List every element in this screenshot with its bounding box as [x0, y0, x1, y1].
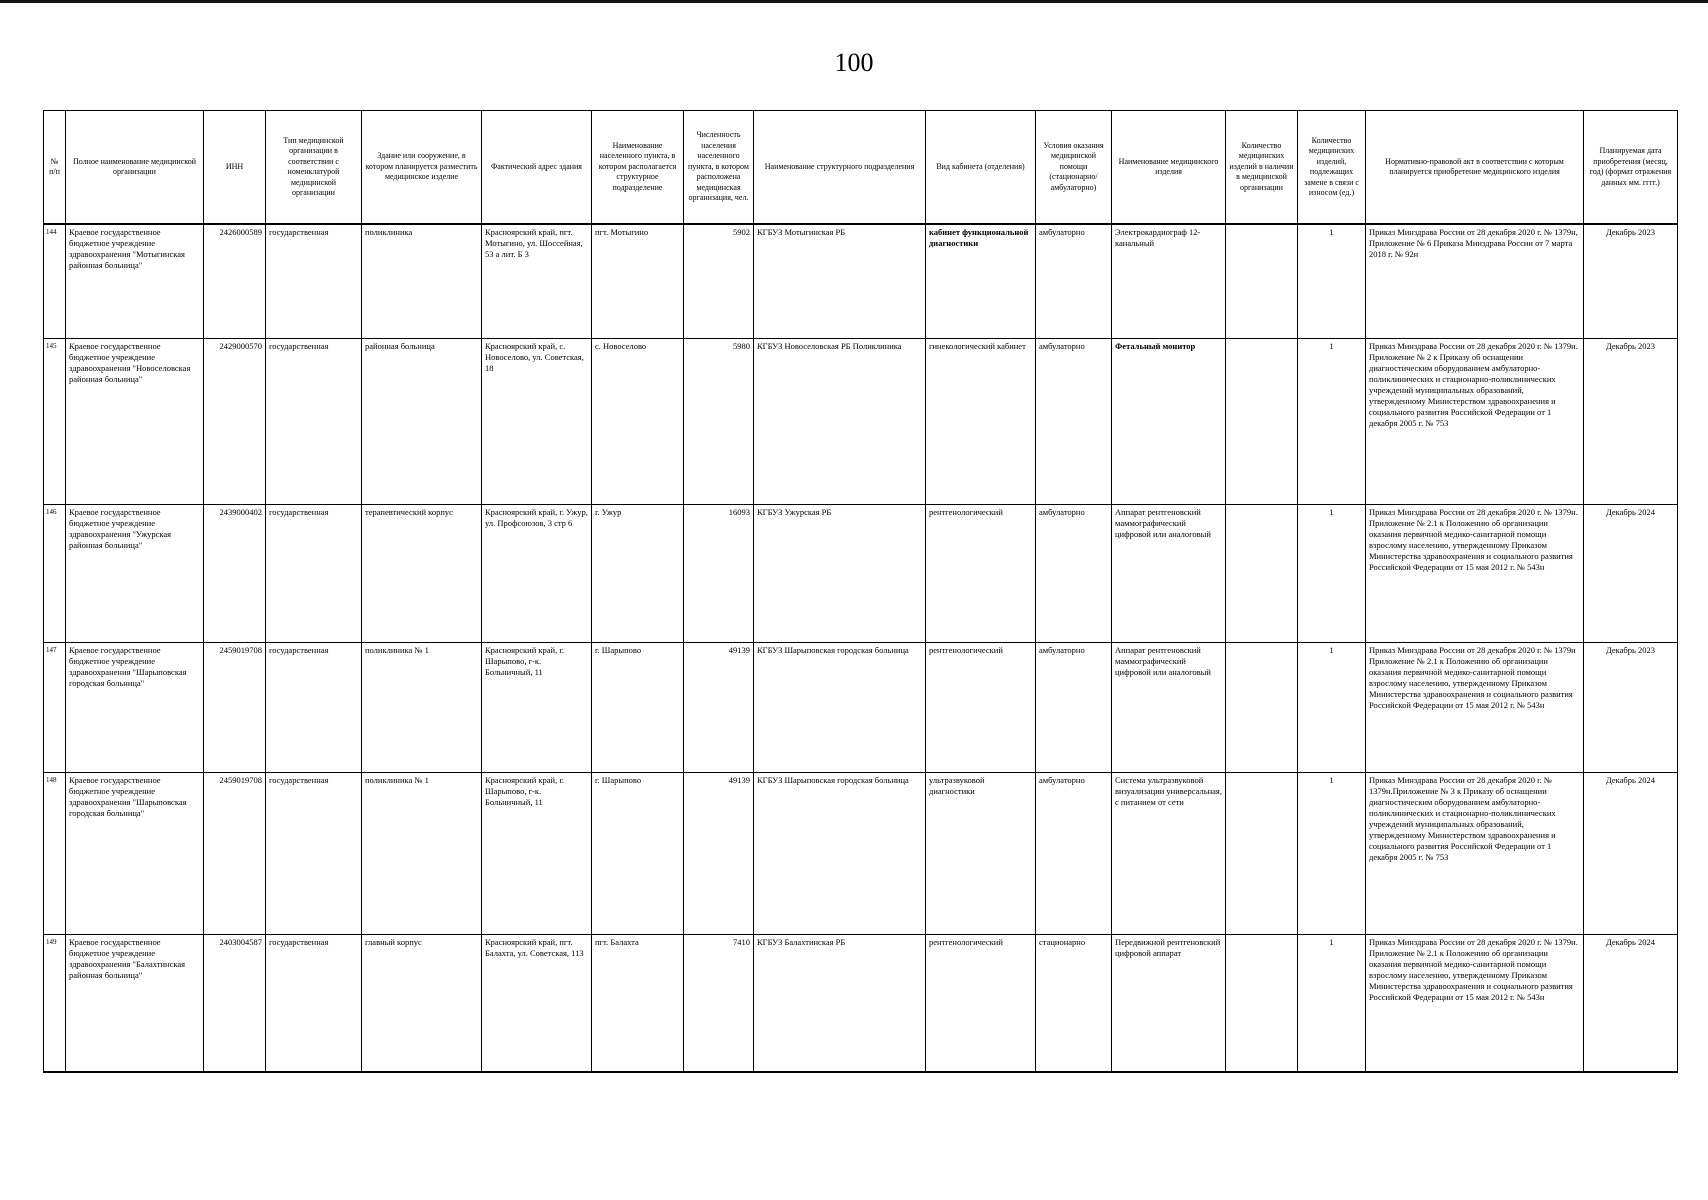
- available-count: [1226, 224, 1298, 338]
- conditions: амбулаторно: [1036, 772, 1112, 934]
- planned-date: Декабрь 2024: [1584, 934, 1678, 1072]
- legal-act: Приказ Минздрава России от 28 декабря 2020 г. № 1379н. Приложение № 2.1 к Положению об организации оказания первичной медико-санитарной помощи взрослому населению, утвержденному Приказом Министерства здравоохранения и социального развития Российской Федерации от 15 мая 2012 г. № 543н: [1366, 934, 1584, 1072]
- subdivision: КГБУЗ Ужурская РБ: [754, 504, 926, 642]
- table-row: [44, 934, 1678, 1072]
- address: Красноярский край, пгт. Мотыгино, ул. Шоссейная, 53 а лит. Б 3: [482, 224, 592, 338]
- device: Система ультразвуковой визуализации универсальная, с питанием от сети: [1112, 772, 1226, 934]
- locality: пгт. Мотыгино: [592, 224, 684, 338]
- legal-act: Приказ Минздрава России от 28 декабря 2020 г. № 1379н, Приложение № 6 Приказа Минздрава России от 7 марта 2018 г. № 92н: [1366, 224, 1584, 338]
- planned-date: Декабрь 2023: [1584, 224, 1678, 338]
- table-header-row: [44, 111, 1678, 225]
- cabinet: рентгенологический: [926, 934, 1036, 1072]
- legal-act: Приказ Минздрава России от 28 декабря 2020 г. № 1379н. Приложение № 2.1 к Положению об организации оказания первичной медико-санитарной помощи взрослому населению, утвержденному Приказом Министерства здравоохранения и социального развития Российской Федерации от 15 мая 2012 г. № 543н: [1366, 504, 1584, 642]
- org-type: государственная: [266, 504, 362, 642]
- org-type: государственная: [266, 338, 362, 504]
- planned-date: Декабрь 2024: [1584, 772, 1678, 934]
- device: Аппарат рентгеновский маммографический цифровой или аналоговый: [1112, 504, 1226, 642]
- org-type: государственная: [266, 934, 362, 1072]
- available-count: [1226, 504, 1298, 642]
- inn: 2426000589: [204, 224, 266, 338]
- locality: пгт. Балахта: [592, 934, 684, 1072]
- planned-date: Декабрь 2024: [1584, 504, 1678, 642]
- page-number: 100: [834, 48, 874, 77]
- header-cell: № п/п: [44, 111, 66, 225]
- device: Аппарат рентгеновский маммографический цифровой или аналоговый: [1112, 642, 1226, 772]
- org-name: Краевое государственное бюджетное учреждение здравоохранения "Мотыгинская районная больница": [66, 224, 204, 338]
- population: 16093: [684, 504, 754, 642]
- equipment-table: [43, 110, 1678, 1073]
- replace-count: 1: [1298, 338, 1366, 504]
- header-cell: Наименование населенного пункта, в котором располагается структурное подразделение: [592, 111, 684, 225]
- header-cell: ИНН: [204, 111, 266, 225]
- header-cell: Нормативно-правовой акт в соответствии с которым планируется приобретение медицинского изделия: [1366, 111, 1584, 225]
- header-cell: Численность населения населенного пункта, в котором расположена медицинская организация, чел.: [684, 111, 754, 225]
- population: 5902: [684, 224, 754, 338]
- device: Передвижной рентгеновский цифровой аппарат: [1112, 934, 1226, 1072]
- device: Электрокардиограф 12-канальный: [1112, 224, 1226, 338]
- table-row: [44, 642, 1678, 772]
- planned-date: Декабрь 2023: [1584, 338, 1678, 504]
- org-name: Краевое государственное бюджетное учреждение здравоохранения "Новоселовская районная больница": [66, 338, 204, 504]
- building: терапевтический корпус: [362, 504, 482, 642]
- row-number: 148: [44, 772, 66, 934]
- conditions: амбулаторно: [1036, 642, 1112, 772]
- available-count: [1226, 772, 1298, 934]
- header-cell: Количество медицинских изделий, подлежащих замене в связи с износом (ед.): [1298, 111, 1366, 225]
- cabinet: рентгенологический: [926, 642, 1036, 772]
- inn: 2459019708: [204, 642, 266, 772]
- locality: г. Ужур: [592, 504, 684, 642]
- building: поликлиника № 1: [362, 642, 482, 772]
- legal-act: Приказ Минздрава России от 28 декабря 2020 г. № 1379н. Приложение № 2 к Приказу об оснащении диагностическим оборудованием амбулаторно-поликлинических и стационарно-поликлинических учреждений муниципальных образований, утвержденному Министерством здравоохранения и социального развития Российской Федерации от 1 декабря 2005 г. № 753: [1366, 338, 1584, 504]
- header-cell: Тип медицинской организации в соответствии с номенклатурой медицинской организации: [266, 111, 362, 225]
- table-row: [44, 504, 1678, 642]
- conditions: амбулаторно: [1036, 224, 1112, 338]
- header-cell: Планируемая дата приобретения (месяц, год) (формат отражения данных мм. гггг.): [1584, 111, 1678, 225]
- legal-act: Приказ Минздрава России от 28 декабря 2020 г. № 1379н.Приложение № 3 к Приказу об оснащении диагностическим оборудованием амбулаторно-поликлинических и стационарно-поликлинических учреждений муниципальных образований, утвержденному Министерством здравоохранения и социального развития Российской Федерации от 1 декабря 2005 г. № 753: [1366, 772, 1584, 934]
- table-row: [44, 224, 1678, 338]
- subdivision: КГБУЗ Шарыповская городская больница: [754, 642, 926, 772]
- org-type: государственная: [266, 224, 362, 338]
- address: Красноярский край, г. Ужур, ул. Профсоюзов, 3 стр 6: [482, 504, 592, 642]
- header-cell: Полное наименование медицинской организации: [66, 111, 204, 225]
- inn: 2439000402: [204, 504, 266, 642]
- available-count: [1226, 642, 1298, 772]
- replace-count: 1: [1298, 504, 1366, 642]
- legal-act: Приказ Минздрава России от 28 декабря 2020 г. № 1379н Приложение № 2.1 к Положению об организации оказания первичной медико-санитарной помощи взрослому населению, утвержденному Приказом Министерства здравоохранения и социального развития Российской Федерации от 15 мая 2012 г. № 543н: [1366, 642, 1584, 772]
- org-name: Краевое государственное бюджетное учреждение здравоохранения "Балахтинская районная больница": [66, 934, 204, 1072]
- address: Красноярский край, г. Шарыпово, г-к. Больничный, 11: [482, 772, 592, 934]
- org-type: государственная: [266, 772, 362, 934]
- inn: 2403004587: [204, 934, 266, 1072]
- header-cell: Здание или сооружение, в котором планируется разместить медицинское изделие: [362, 111, 482, 225]
- cabinet: гинекологический кабинет: [926, 338, 1036, 504]
- locality: г. Шарыпово: [592, 772, 684, 934]
- header-cell: Количество медицинских изделий в наличии в медицинской организации: [1226, 111, 1298, 225]
- cabinet: рентгенологический: [926, 504, 1036, 642]
- building: районная больница: [362, 338, 482, 504]
- conditions: амбулаторно: [1036, 338, 1112, 504]
- row-number: 144: [44, 224, 66, 338]
- building: поликлиника: [362, 224, 482, 338]
- org-name: Краевое государственное бюджетное учреждение здравоохранения "Шарыповская городская больница": [66, 642, 204, 772]
- cabinet: кабинет функциональной диагностики: [926, 224, 1036, 338]
- address: Красноярский край, пгт. Балахта, ул. Советская, 113: [482, 934, 592, 1072]
- locality: г. Шарыпово: [592, 642, 684, 772]
- row-number: 147: [44, 642, 66, 772]
- table-row: [44, 338, 1678, 504]
- header-cell: Вид кабинета (отделения): [926, 111, 1036, 225]
- address: Красноярский край, с. Новоселово, ул. Советская, 18: [482, 338, 592, 504]
- conditions: стационарно: [1036, 934, 1112, 1072]
- header-cell: Наименование структурного подразделения: [754, 111, 926, 225]
- building: главный корпус: [362, 934, 482, 1072]
- org-name: Краевое государственное бюджетное учреждение здравоохранения "Шарыповская городская больница": [66, 772, 204, 934]
- subdivision: КГБУЗ Шарыповская городская больница: [754, 772, 926, 934]
- available-count: [1226, 934, 1298, 1072]
- building: поликлиника № 1: [362, 772, 482, 934]
- top-rule: [0, 0, 1708, 3]
- available-count: [1226, 338, 1298, 504]
- subdivision: КГБУЗ Новоселовская РБ Поликлиника: [754, 338, 926, 504]
- replace-count: 1: [1298, 642, 1366, 772]
- locality: с. Новоселово: [592, 338, 684, 504]
- subdivision: КГБУЗ Балахтинская РБ: [754, 934, 926, 1072]
- inn: 2459019708: [204, 772, 266, 934]
- org-type: государственная: [266, 642, 362, 772]
- inn: 2429000570: [204, 338, 266, 504]
- subdivision: КГБУЗ Мотыгинская РБ: [754, 224, 926, 338]
- table-row: [44, 772, 1678, 934]
- population: 7410: [684, 934, 754, 1072]
- replace-count: 1: [1298, 772, 1366, 934]
- row-number: 146: [44, 504, 66, 642]
- planned-date: Декабрь 2023: [1584, 642, 1678, 772]
- device: Фетальный монитор: [1112, 338, 1226, 504]
- cabinet: ультразвуковой диагностики: [926, 772, 1036, 934]
- replace-count: 1: [1298, 934, 1366, 1072]
- address: Красноярский край, г. Шарыпово, г-к. Больничный, 11: [482, 642, 592, 772]
- org-name: Краевое государственное бюджетное учреждение здравоохранения "Ужурская районная больница": [66, 504, 204, 642]
- row-number: 145: [44, 338, 66, 504]
- population: 49139: [684, 642, 754, 772]
- header-cell: Фактический адрес здания: [482, 111, 592, 225]
- conditions: амбулаторно: [1036, 504, 1112, 642]
- header-cell: Наименование медицинского изделия: [1112, 111, 1226, 225]
- header-cell: Условия оказания медицинской помощи (стационарно/ амбулаторно): [1036, 111, 1112, 225]
- row-number: 149: [44, 934, 66, 1072]
- population: 5980: [684, 338, 754, 504]
- population: 49139: [684, 772, 754, 934]
- replace-count: 1: [1298, 224, 1366, 338]
